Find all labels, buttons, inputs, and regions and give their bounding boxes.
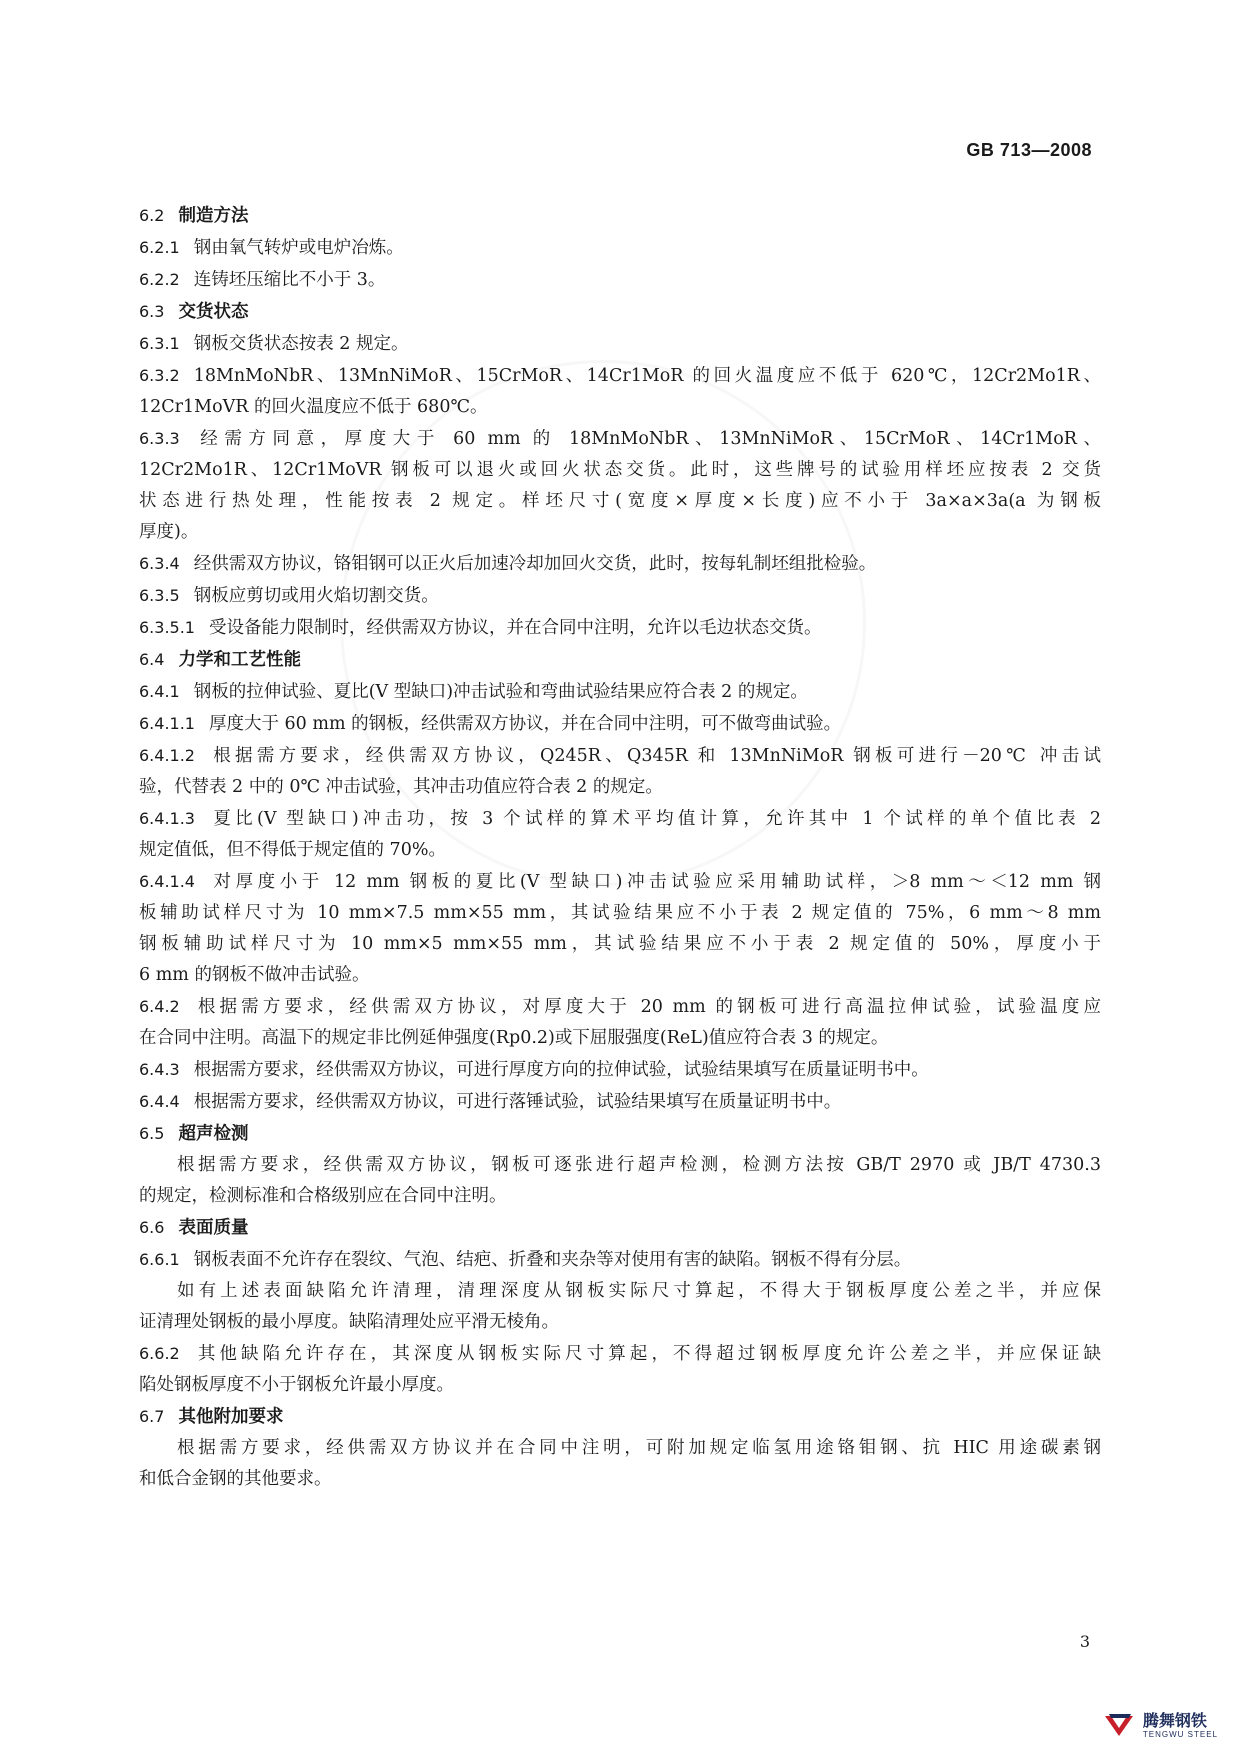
section-number: 6.6	[139, 1218, 165, 1237]
section-heading	[139, 200, 1101, 232]
clause-text: 钢板的拉伸试验、夏比(V 型缺口)冲击试验和弯曲试验结果应符合表 2 的规定。	[193, 682, 808, 702]
clause-number: 6.2.2	[139, 270, 180, 289]
clause-text: 经供需双方协议，铬钼钢可以正火后加速冷却加回火交货，此时，按每轧制坯组批检验。	[193, 554, 877, 574]
clause-text: 钢板表面不允许存在裂纹、气泡、结疤、折叠和夹杂等对使用有害的缺陷。钢板不得有分层。	[193, 1250, 912, 1270]
clause-line	[139, 740, 1101, 772]
clause-number: 6.4.3	[139, 1060, 180, 1079]
text-line: 板辅助试样尺寸为 10 mm×7.5 mm×55 mm，其试验结果应不小于表 2 规定值的 75%，6 mm～8 mm	[139, 903, 1101, 923]
clause-line	[139, 232, 1101, 264]
clause-number: 6.2.1	[139, 238, 180, 257]
clause-line	[139, 1054, 1101, 1086]
clause-line	[139, 548, 1101, 580]
clause-number: 6.4.1.1	[139, 714, 195, 733]
section-title: 表面质量	[178, 1218, 249, 1238]
text-line: 根据需方要求，经供需双方协议并在合同中注明，可附加规定临氢用途铬钼钢、抗 HIC 用途碳素钢	[177, 1438, 1101, 1458]
section-number: 6.2	[139, 206, 165, 225]
logo-english-name: TENGWU STEEL	[1142, 1730, 1218, 1739]
clause-line	[139, 1244, 1101, 1276]
clause-number: 6.4.4	[139, 1092, 180, 1111]
standard-code: GB 713—2008	[966, 140, 1092, 160]
clause-text: 18MnMoNbR、13MnNiMoR、15CrMoR、14Cr1MoR 的回火温度应不低于 620℃，12Cr2Mo1R、	[193, 366, 1101, 386]
clause-text: 厚度大于 60 mm 的钢板，经供需双方协议，并在合同中注明，可不做弯曲试验。	[208, 714, 842, 734]
clause-line	[139, 423, 1101, 455]
text-line: 的规定，检测标准和合格级别应在合同中注明。	[139, 1186, 507, 1206]
clause-text: 钢由氧气转炉或电炉冶炼。	[193, 238, 404, 258]
text-line: 12Cr2Mo1R、12Cr1MoVR 钢板可以退火或回火状态交货。此时，这些牌号的试验用样坯应按表 2 交货	[139, 460, 1101, 480]
clause-line	[139, 612, 1101, 644]
section-number: 6.5	[139, 1124, 165, 1143]
text-line: 钢板辅助试样尺寸为 10 mm×5 mm×55 mm，其试验结果应不小于表 2 规定值的 50%，厚度小于	[139, 934, 1101, 954]
clause-number: 6.6.2	[139, 1344, 180, 1363]
clause-number: 6.6.1	[139, 1250, 180, 1269]
section-title: 交货状态	[178, 302, 249, 322]
clause-text: 钢板应剪切或用火焰切割交货。	[193, 586, 439, 606]
text-line: 证清理处钢板的最小厚度。缺陷清理处应平滑无棱角。	[139, 1312, 559, 1332]
clause-number: 6.4.1	[139, 682, 180, 701]
clause-text: 根据需方要求，经供需双方协议，可进行落锤试验，试验结果填写在质量证明书中。	[193, 1092, 842, 1112]
clause-number: 6.4.1.2	[139, 746, 195, 765]
clause-line	[139, 866, 1101, 898]
section-number: 6.7	[139, 1407, 165, 1426]
clause-text: 其他缺陷允许存在，其深度从钢板实际尺寸算起，不得超过钢板厚度允许公差之半，并应保证缺	[193, 1344, 1101, 1364]
document-body	[139, 200, 1101, 1495]
clause-number: 6.4.2	[139, 997, 180, 1016]
clause-line	[139, 360, 1101, 392]
clause-number: 6.3.4	[139, 554, 180, 573]
text-line: 厚度)。	[139, 522, 199, 542]
clause-line	[139, 991, 1101, 1023]
section-title: 力学和工艺性能	[178, 650, 301, 670]
clause-number: 6.3.5	[139, 586, 180, 605]
clause-text: 根据需方要求，经供需双方协议，Q245R、Q345R 和 13MnNiMoR 钢板可进行－20℃ 冲击试	[208, 746, 1101, 766]
clause-text: 经需方同意，厚度大于 60 mm 的 18MnMoNbR、13MnNiMoR、15CrMoR、14Cr1MoR、	[193, 429, 1101, 449]
section-heading	[139, 1401, 1101, 1433]
logo-chinese-name: 腾舞钢铁	[1142, 1711, 1207, 1730]
clause-line	[139, 676, 1101, 708]
clause-text: 根据需方要求，经供需双方协议，对厚度大于 20 mm 的钢板可进行高温拉伸试验，试验温度应	[193, 997, 1101, 1017]
clause-line	[139, 580, 1101, 612]
clause-line	[139, 708, 1101, 740]
section-title: 制造方法	[178, 206, 249, 226]
clause-line	[139, 264, 1101, 296]
text-line: 在合同中注明。高温下的规定非比例延伸强度(Rp0.2)或下屈服强度(ReL)值应符合表 3 的规定。	[139, 1028, 889, 1048]
clause-line	[139, 1338, 1101, 1370]
company-logo	[1103, 1712, 1218, 1740]
tengwu-steel-logo-icon	[1103, 1712, 1137, 1740]
section-title: 超声检测	[178, 1124, 249, 1144]
text-line: 6 mm 的钢板不做冲击试验。	[139, 965, 370, 985]
section-heading	[139, 1118, 1101, 1150]
clause-text: 对厚度小于 12 mm 钢板的夏比(V 型缺口)冲击试验应采用辅助试样，＞8 mm～＜12 mm 钢	[208, 872, 1101, 892]
logo-text	[1143, 1713, 1218, 1739]
section-number: 6.3	[139, 302, 165, 321]
clause-number: 6.4.1.3	[139, 809, 195, 828]
text-line: 验，代替表 2 中的 0℃ 冲击试验，其冲击功值应符合表 2 的规定。	[139, 777, 663, 797]
section-heading	[139, 296, 1101, 328]
clause-number: 6.3.5.1	[139, 618, 195, 637]
clause-text: 连铸坯压缩比不小于 3。	[193, 270, 386, 290]
section-heading	[139, 1212, 1101, 1244]
clause-line	[139, 328, 1101, 360]
text-line: 状态进行热处理，性能按表 2 规定。样坯尺寸(宽度×厚度×长度)应不小于 3a×a×3a(a 为钢板	[139, 491, 1101, 511]
page-number: 3	[1079, 1632, 1090, 1651]
text-line: 和低合金钢的其他要求。	[139, 1469, 332, 1489]
section-number: 6.4	[139, 650, 165, 669]
text-line: 陷处钢板厚度不小于钢板允许最小厚度。	[139, 1375, 454, 1395]
section-title: 其他附加要求	[178, 1407, 284, 1427]
clause-number: 6.3.1	[139, 334, 180, 353]
section-heading	[139, 644, 1101, 676]
clause-text: 夏比(V 型缺口)冲击功，按 3 个试样的算术平均值计算，允许其中 1 个试样的单个值比表 2	[208, 809, 1101, 829]
clause-number: 6.3.3	[139, 429, 180, 448]
clause-number: 6.4.1.4	[139, 872, 195, 891]
clause-line	[139, 1086, 1101, 1118]
text-line: 规定值低，但不得低于规定值的 70%。	[139, 840, 446, 860]
clause-text: 钢板交货状态按表 2 规定。	[193, 334, 409, 354]
text-line: 如有上述表面缺陷允许清理，清理深度从钢板实际尺寸算起，不得大于钢板厚度公差之半，并应保	[177, 1281, 1101, 1301]
clause-line	[139, 803, 1101, 835]
clause-number: 6.3.2	[139, 366, 180, 385]
clause-text: 根据需方要求，经供需双方协议，可进行厚度方向的拉伸试验，试验结果填写在质量证明书中。	[193, 1060, 929, 1080]
text-line: 12Cr1MoVR 的回火温度应不低于 680℃。	[139, 397, 488, 417]
text-line: 根据需方要求，经供需双方协议，钢板可逐张进行超声检测，检测方法按 GB/T 2970 或 JB/T 4730.3	[177, 1155, 1101, 1175]
clause-text: 受设备能力限制时，经供需双方协议，并在合同中注明，允许以毛边状态交货。	[208, 618, 822, 638]
